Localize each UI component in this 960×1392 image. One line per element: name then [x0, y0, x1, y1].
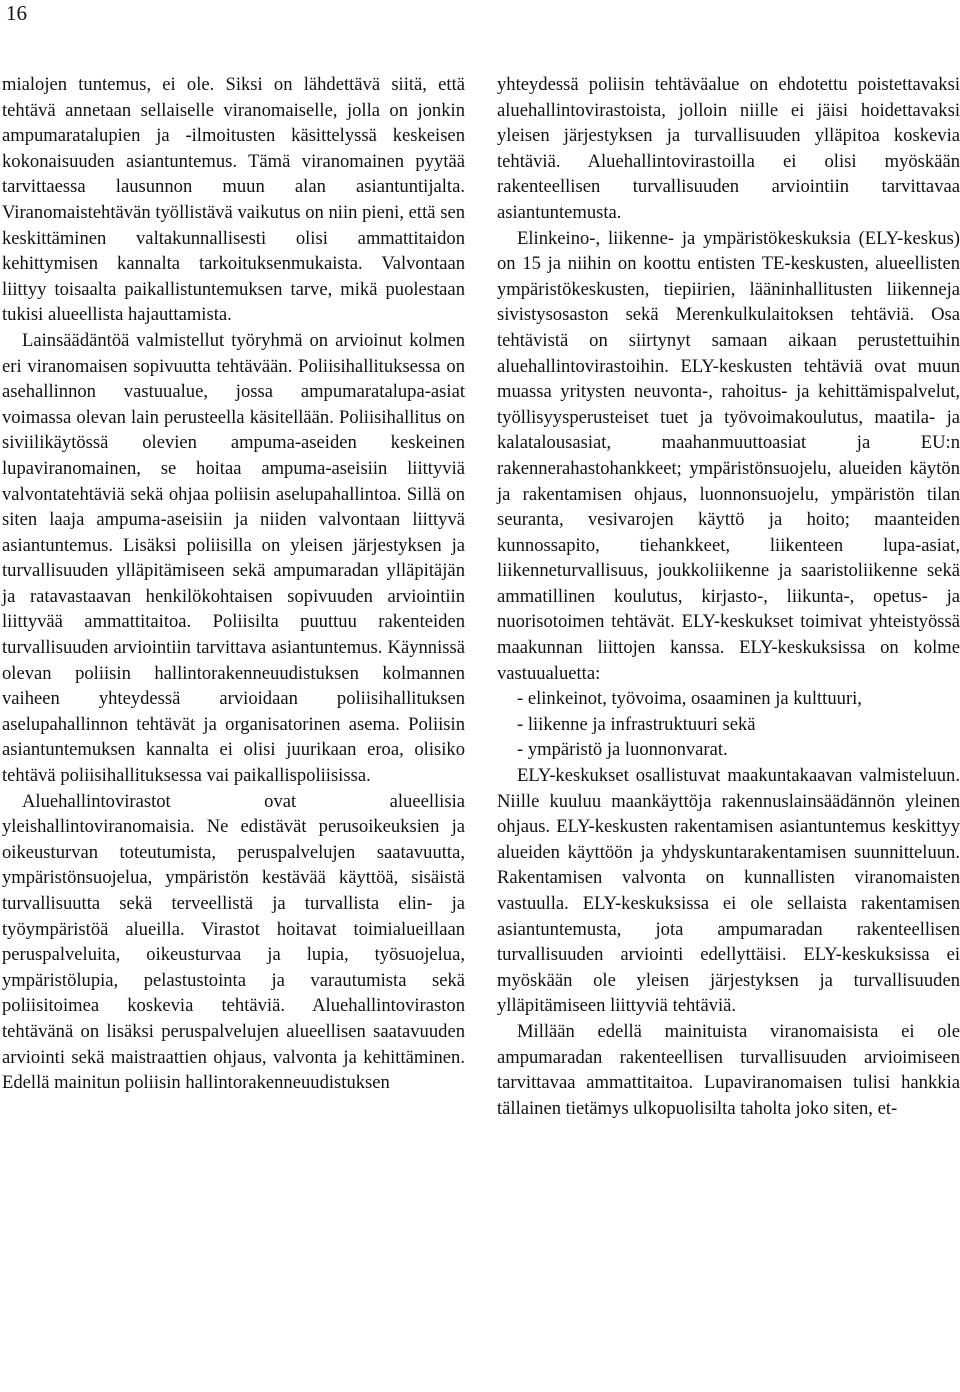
responsibility-list-item-3: - ympäristö ja luonnonvarat.	[517, 739, 728, 761]
right-column	[497, 72, 960, 1121]
responsibility-list-item-2: - liikenne ja infrastruktuuri sekä	[517, 713, 756, 735]
left-paragraph-2: Lainsäädäntöä valmistellut työryhmä on arvioinut kolmen eri viranomaisen sopivuutta tehtävään. Poliisihallituksessa on asehallinnon vastuualue, jossa ampumaratalupa-asiat voimassa olevan lain perusteella käsitellään. Poliisihallitus on siviilikäytössä olevien ampuma-aseiden keskeinen lupaviranomainen, se hoitaa ampuma-aseisiin liittyviä valvontatehtäviä sekä ohjaa poliisin aselupahallintoa. Sillä on siten laaja ampuma-aseisiin ja niiden valvontaan liittyvä asiantuntemus. Lisäksi poliisilla on yleisen järjestyksen ja turvallisuuden ylläpitämiseen sekä ampumaradan ylläpitäjän ja ratavastaavan henkilökohtaisen sopivuuden arviointiin liittyvää ammattitaitoa. Poliisilta puuttuu rakenteiden turvallisuuden arviointiin tarvittava asiantuntemus. Käynnissä olevan poliisin hallintorakenneuudistuksen kolmannen vaiheen yhteydessä arvioidaan poliisihallituksen aselupahallinnon tehtävät ja organisatorinen asema. Poliisin asiantuntemuksen kannalta ei olisi juurikaan eroa, olisiko tehtävä poliisihallituksessa vai paikallispoliisissa.	[2, 329, 465, 787]
left-paragraph-3: Aluehallintovirastot ovat alueellisia yleishallintoviranomaisia. Ne edistävät perusoikeuksien ja oikeusturvan toteutumista, peruspalvelujen saatavuutta, ympäristönsuojelua, ympäristön kestävää käyttöä, sisäistä turvallisuutta sekä terveellistä ja turvallista elin- ja työympäristöä alueilla. Virastot hoitavat toimialueillaan peruspalveluita, oikeusturvaa ja lupia, työsuojelua, ympäristölupia, pelastustointa ja varautumista sekä poliisitoimea koskevia tehtäviä. Aluehallintoviraston tehtävänä on lisäksi peruspalvelujen alueellisen saatavuuden arviointi sekä maistraattien ohjaus, valvonta ja kehittäminen. Edellä mainitun poliisin hallintorakenneuudistuksen	[2, 790, 465, 1094]
right-paragraph-3: ELY-keskukset osallistuvat maakuntakaavan valmisteluun. Niille kuuluu maankäyttöja rakennuslainsäädännön yleinen ohjaus. ELY-keskusten rakentamisen asiantuntemus keskittyy alueiden käyttöön ja yhdyskuntarakentamisen suunnitteluun. Rakentamisen valvonta on kunnallisten viranomaisten vastuulla. ELY-keskuksissa ei ole sellaista rakentamisen asiantuntemusta, jota ampumaradan rakenteellisen turvallisuuden arviointi edellyttäisi. ELY-keskuksissa ei myöskään ole yleisen järjestyksen ja turvallisuuden ylläpitämiseen liittyviä tehtäviä.	[497, 765, 960, 1017]
right-paragraph-1: yhteydessä poliisin tehtäväalue on ehdotettu poistettavaksi aluehallintovirastoista, jolloin niille ei jäisi hoidettavaksi yleisen järjestyksen ja turvallisuuden ylläpitoa koskevia tehtäviä. Aluehallintovirastoilla ei olisi myöskään rakenteellisen turvallisuuden arviointiin tarvittavaa asiantuntemusta.	[497, 74, 960, 223]
left-paragraph-1: mialojen tuntemus, ei ole. Siksi on lähdettävä siitä, että tehtävä annetaan sellaiselle viranomaiselle, jolla on jonkin ampumaratalupien ja -ilmoitusten käsittelyssä keskeisen kokonaisuuden asiantuntemus. Tämä viranomainen pyytää tarvittaessa lausunnon muun alan asiantuntijalta. Viranomaistehtävän työllistävä vaikutus on niin pieni, että sen keskittäminen valtakunnallisesti olisi ammattitaidon kehittymisen kannalta tarkoituksenmukaista. Valvontaan liittyy toisaalta paikallistuntemuksen tarve, mikä puolestaan tukisi alueellista hajauttamista.	[2, 74, 465, 326]
responsibility-list-item-1: - elinkeinot, työvoima, osaaminen ja kulttuuri,	[517, 688, 862, 710]
right-paragraph-4: Millään edellä mainituista viranomaisista ei ole ampumaradan rakenteellisen turvallisuuden arvioimiseen tarvittavaa ammattitaitoa. Lupaviranomaisen tulisi hankkia tällainen tietämys ulkopuolisilta taholta joko siten, et-	[497, 1020, 960, 1119]
page-number: 16	[6, 1, 27, 25]
left-column	[2, 72, 465, 1096]
right-paragraph-2: Elinkeino-, liikenne- ja ympäristökeskuksia (ELY-keskus) on 15 ja niihin on koottu entisten TE-keskusten, alueellisten ympäristökeskusten, tiepiirien, lääninhallitusten liikenneja sivistysosaston sekä Merenkulkulaitoksen tehtäviä. Osa tehtävistä on siirtynyt samaan aikaan perustettuihin aluehallintovirastoihin. ELY-keskusten tehtäviä ovat muun muassa yritysten neuvonta-, rahoitus- ja kehittämispalvelut, työllisyysperusteiset tuet ja työvoimakoulutus, maatila- ja kalatalousasiat, maahanmuuttoasiat ja EU:n rakennerahastohankkeet; ympäristönsuojelu, alueiden käytön ja rakentamisen ohjaus, luonnonsuojelu, ympäristön tilan seuranta, vesivarojen käyttö ja hoito; maanteiden kunnossapito, tiehankkeet, liikenteen lupa-asiat, liikenneturvallisuus, joukkoliikenne ja saaristoliikenne sekä ammatillinen koulutus, kirjasto-, liikunta-, opetus- ja nuorisotoimen tehtävät. ELY-keskukset toimivat yhteistyössä maakunnan liittojen kanssa. ELY-keskuksissa on kolme vastuualuetta:	[497, 227, 960, 684]
